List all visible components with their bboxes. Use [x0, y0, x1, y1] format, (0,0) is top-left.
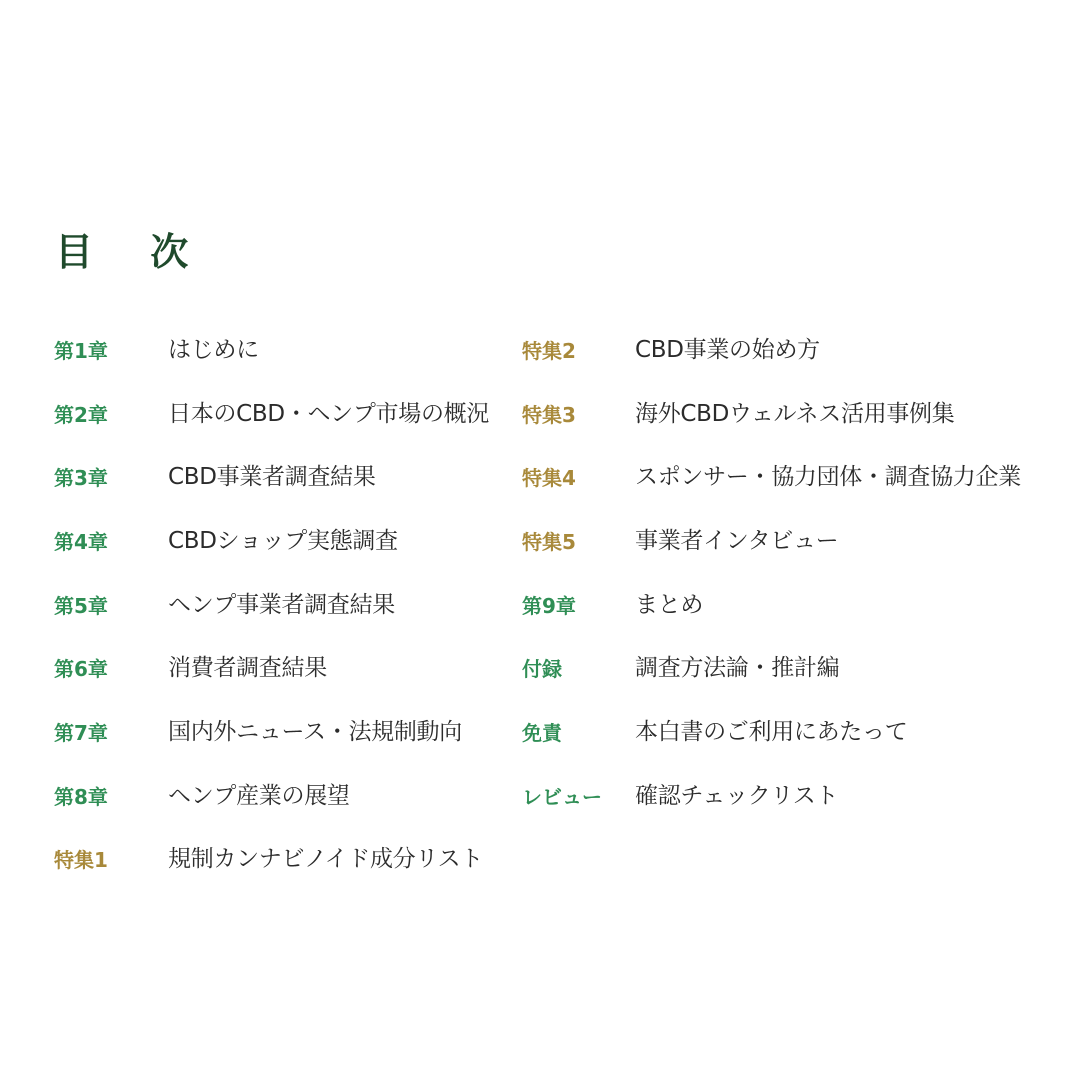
chapter-label: 第1章 — [54, 338, 108, 363]
chapter-title: ヘンプ産業の展望 — [168, 782, 350, 809]
chapter-title: CBD事業者調査結果 — [168, 464, 376, 491]
appendix-label: 付録 — [522, 657, 562, 682]
feature-label: 特集4 — [522, 466, 576, 491]
chapter-label: 第8章 — [54, 784, 108, 809]
feature-title: 海外CBDウェルネス活用事例集 — [635, 400, 955, 427]
chapter-label: 第4章 — [54, 529, 108, 554]
toc-entry-chapter-1[interactable] — [54, 318, 516, 382]
toc-entry-chapter-3[interactable] — [54, 445, 516, 509]
feature-label: 特集3 — [522, 402, 576, 427]
chapter-title: 日本のCBD・ヘンプ市場の概況 — [168, 400, 490, 427]
chapter-label: 第2章 — [54, 402, 108, 427]
toc-entry-disclaimer[interactable] — [522, 700, 1042, 764]
chapter-label: 第5章 — [54, 593, 108, 618]
feature-label: 特集2 — [522, 338, 576, 363]
feature-label: 特集1 — [54, 848, 108, 873]
feature-title: CBD事業の始め方 — [635, 336, 820, 363]
toc-entry-feature-5[interactable] — [522, 509, 1042, 573]
disclaimer-title: 本白書のご利用にあたって — [635, 718, 908, 745]
toc-entry-feature-3[interactable] — [522, 382, 1042, 446]
toc-entry-feature-4[interactable] — [522, 445, 1042, 509]
toc-entry-review[interactable] — [522, 764, 1042, 828]
toc-entry-chapter-2[interactable] — [54, 382, 516, 446]
toc-entry-chapter-7[interactable] — [54, 700, 516, 764]
chapter-title: CBDショップ実態調査 — [168, 527, 398, 554]
chapter-title: ヘンプ事業者調査結果 — [168, 591, 396, 618]
feature-title: 事業者インタビュー — [635, 527, 839, 554]
chapter-title: はじめに — [168, 336, 259, 363]
toc-entry-chapter-8[interactable] — [54, 764, 516, 828]
review-label: レビュー — [522, 784, 602, 809]
toc-entry-chapter-9[interactable] — [522, 573, 1042, 637]
toc-entry-chapter-6[interactable] — [54, 636, 516, 700]
feature-title: スポンサー・協力団体・調査協力企業 — [635, 464, 1021, 491]
toc-entry-chapter-4[interactable] — [54, 509, 516, 573]
toc-entry-appendix[interactable] — [522, 636, 1042, 700]
toc-entry-feature-2[interactable] — [522, 318, 1042, 382]
chapter-label: 第6章 — [54, 657, 108, 682]
chapter-title: まとめ — [635, 591, 704, 618]
chapter-label: 第9章 — [522, 593, 576, 618]
toc-entry-chapter-5[interactable] — [54, 573, 516, 637]
feature-label: 特集5 — [522, 529, 576, 554]
appendix-title: 調査方法論・推計編 — [635, 655, 840, 682]
toc-right-column — [522, 318, 1042, 828]
review-title: 確認チェックリスト — [635, 782, 839, 809]
chapter-label: 第3章 — [54, 466, 108, 491]
toc-left-column — [54, 318, 516, 891]
chapter-title: 消費者調査結果 — [168, 655, 327, 682]
page-title: 目 次 — [55, 229, 211, 274]
feature-title: 規制カンナビノイド成分リスト — [168, 846, 484, 873]
chapter-label: 第7章 — [54, 720, 108, 745]
toc-entry-feature-1[interactable] — [54, 828, 516, 892]
disclaimer-label: 免責 — [522, 720, 562, 745]
chapter-title: 国内外ニュース・法規制動向 — [168, 718, 462, 745]
